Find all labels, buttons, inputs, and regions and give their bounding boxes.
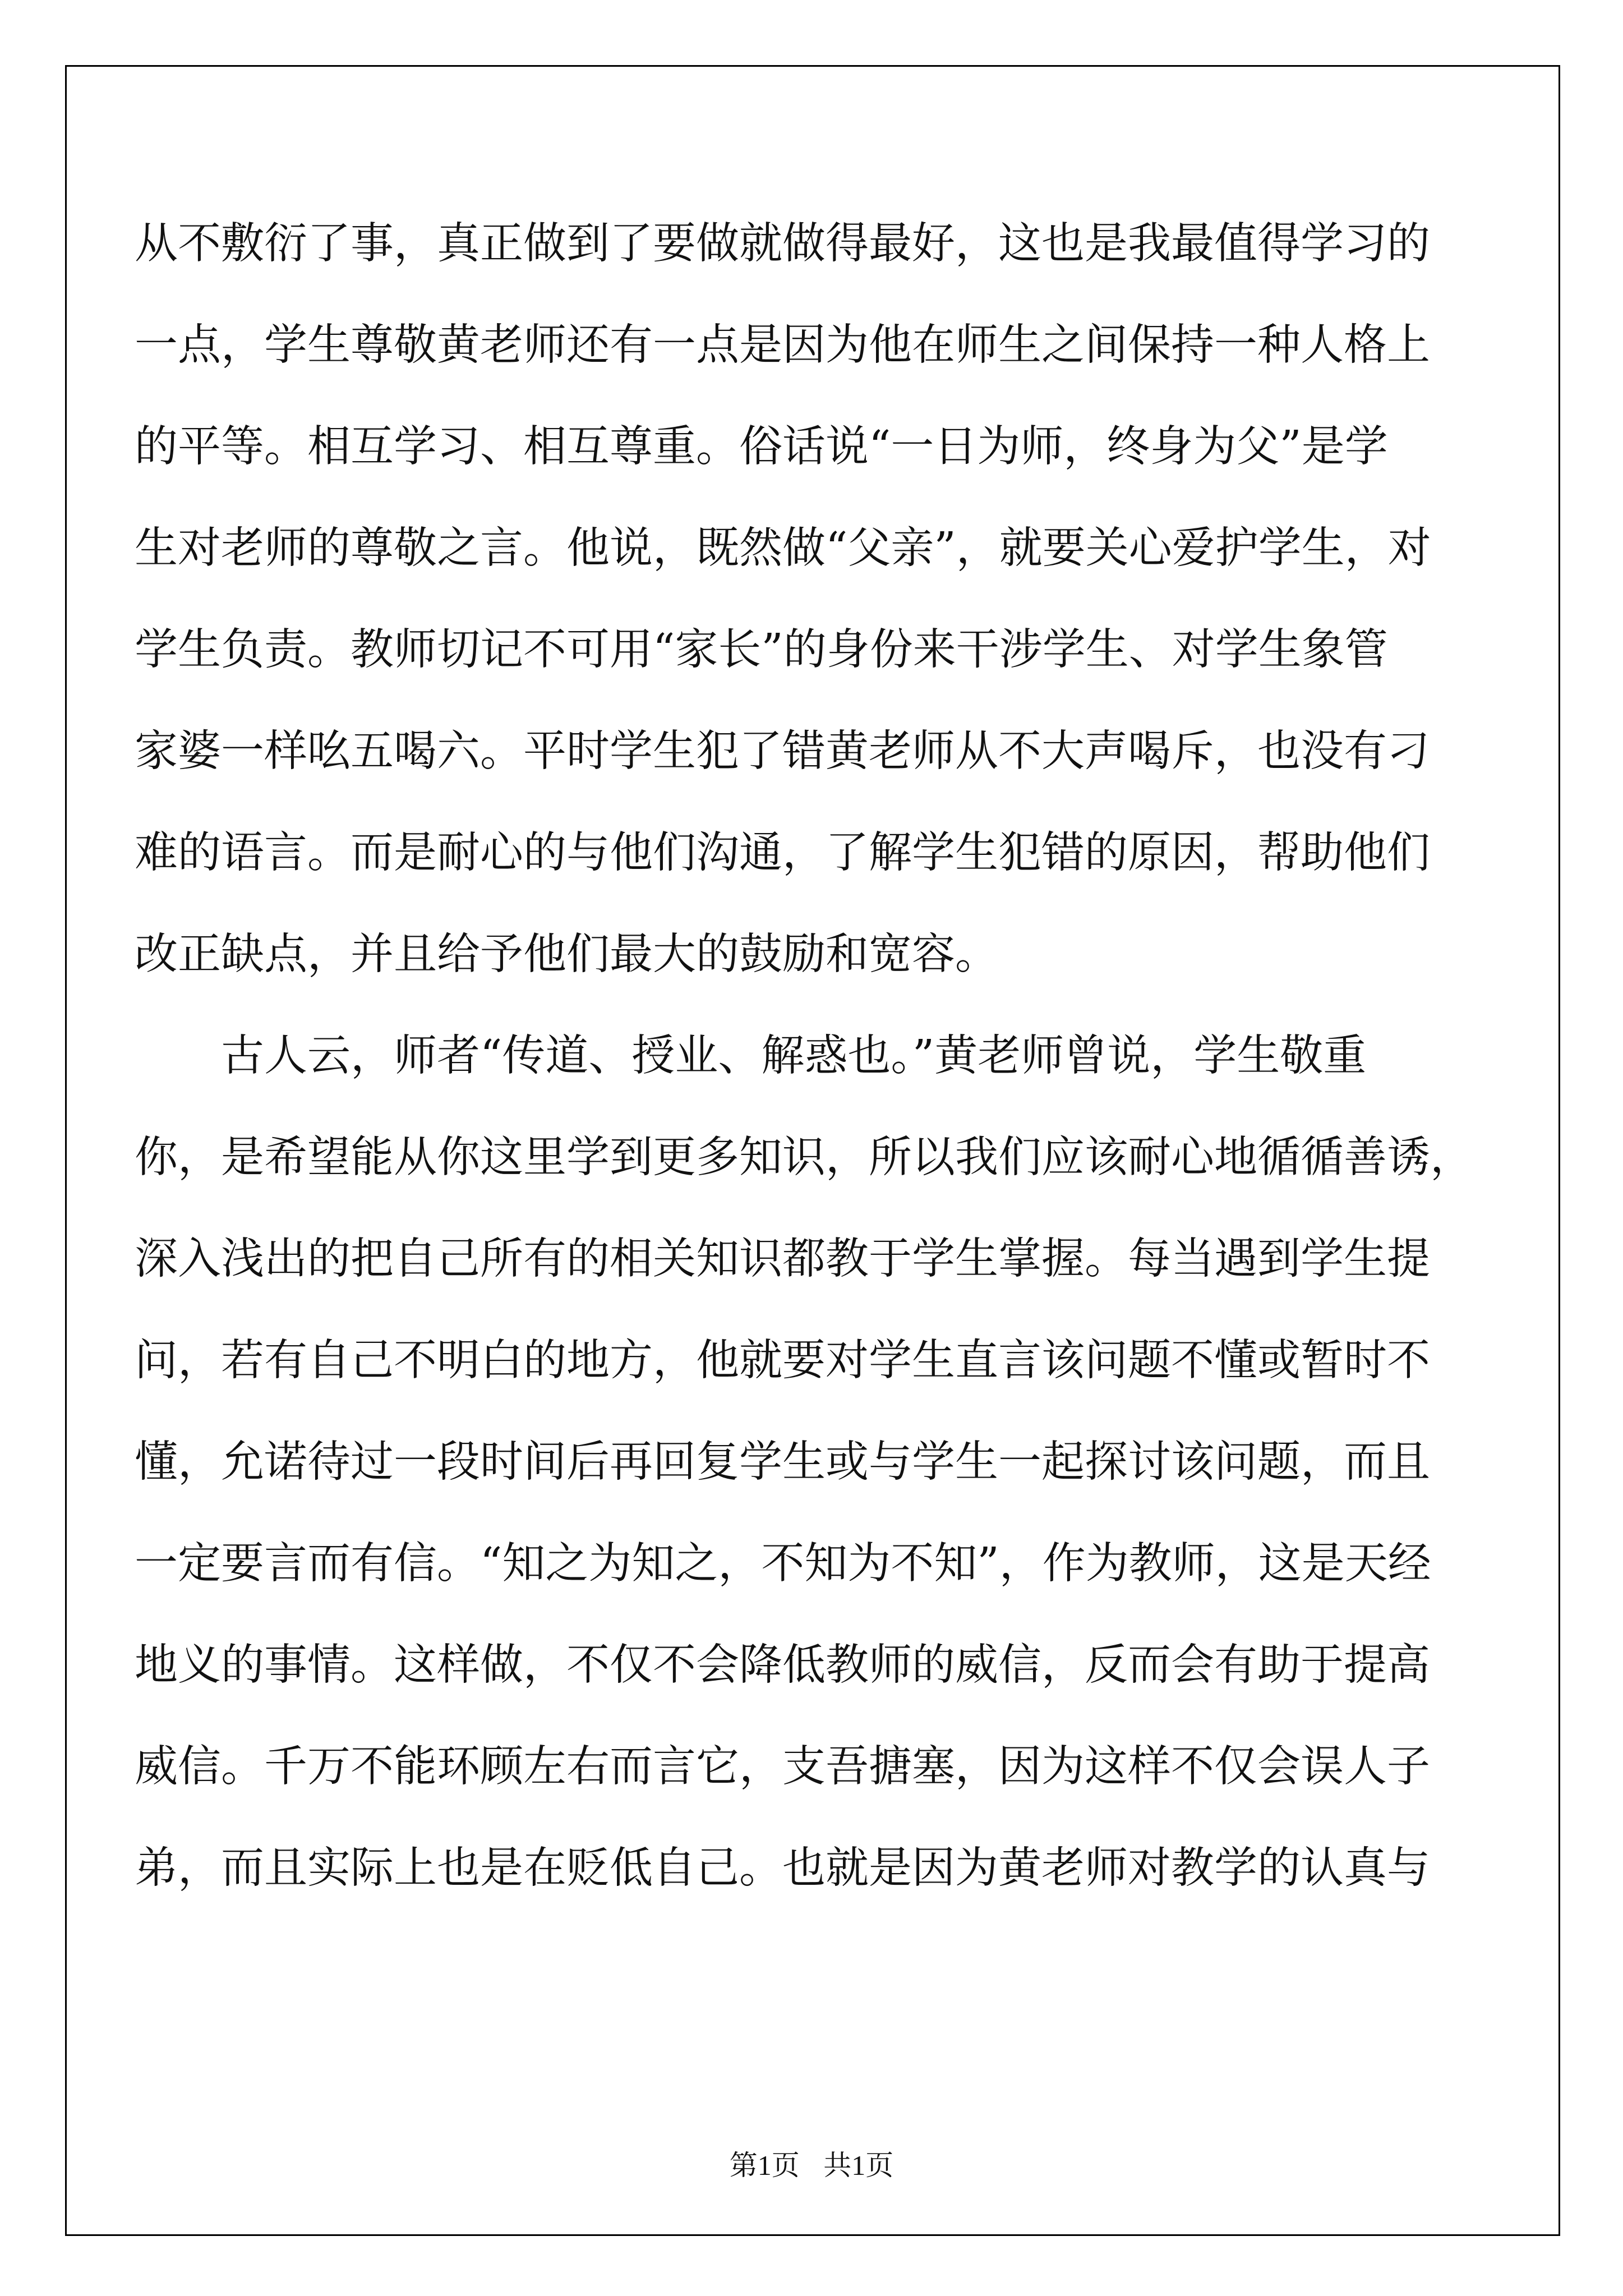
text-line: 问，若有自己不明白的地方，他就要对学生直言该问题不懂或暂时不 bbox=[135, 1336, 1430, 1386]
text-line: 生对老师的尊敬之言。他说，既然做“父亲”，就要关心爱护学生，对 bbox=[135, 523, 1431, 573]
paragraph-start-line: 古人云，师者“传道、授业、解惑也。”黄老师曾说，学生敬重 bbox=[221, 1031, 1367, 1081]
text-line: 弟，而且实际上也是在贬低自己。也就是因为黄老师对教学的认真与 bbox=[135, 1843, 1430, 1893]
text-line: 威信。千万不能环顾左右而言它，支吾搪塞，因为这样不仅会误人子 bbox=[135, 1742, 1430, 1792]
text-line: 深入浅出的把自己所有的相关知识都教于学生掌握。每当遇到学生提 bbox=[135, 1234, 1430, 1284]
text-line: 家婆一样吆五喝六。平时学生犯了错黄老师从不大声喝斥，也没有刁 bbox=[135, 726, 1430, 776]
text-line: 的平等。相互学习、相互尊重。俗话说“一日为师，终身为父”是学 bbox=[135, 422, 1388, 472]
text-line: 难的语言。而是耐心的与他们沟通，了解学生犯错的原因，帮助他们 bbox=[135, 828, 1430, 878]
text-line: 你，是希望能从你这里学到更多知识，所以我们应该耐心地循循善诱， bbox=[135, 1133, 1473, 1182]
page-footer bbox=[0, 2143, 1623, 2183]
text-line: 从不敷衍了事，真正做到了要做就做得最好，这也是我最值得学习的 bbox=[135, 219, 1430, 269]
text-line: 改正缺点，并且给予他们最大的鼓励和宽容。 bbox=[135, 930, 998, 979]
text-line: 懂，允诺待过一段时间后再回复学生或与学生一起探讨该问题，而且 bbox=[135, 1437, 1430, 1487]
text-line: 一定要言而有信。“知之为知之，不知为不知”，作为教师，这是天经 bbox=[135, 1539, 1431, 1589]
page-total: 共1页 bbox=[823, 2150, 894, 2181]
text-line: 学生负责。教师切记不可用“家长”的身份来干涉学生、对学生象管 bbox=[135, 625, 1388, 675]
text-line: 一点，学生尊敬黄老师还有一点是因为他在师生之间保持一种人格上 bbox=[135, 320, 1430, 370]
text-line: 地义的事情。这样做，不仅不会降低教师的威信，反而会有助于提高 bbox=[135, 1640, 1430, 1690]
page-number: 第1页 bbox=[729, 2150, 800, 2181]
document-body bbox=[135, 193, 1483, 1919]
